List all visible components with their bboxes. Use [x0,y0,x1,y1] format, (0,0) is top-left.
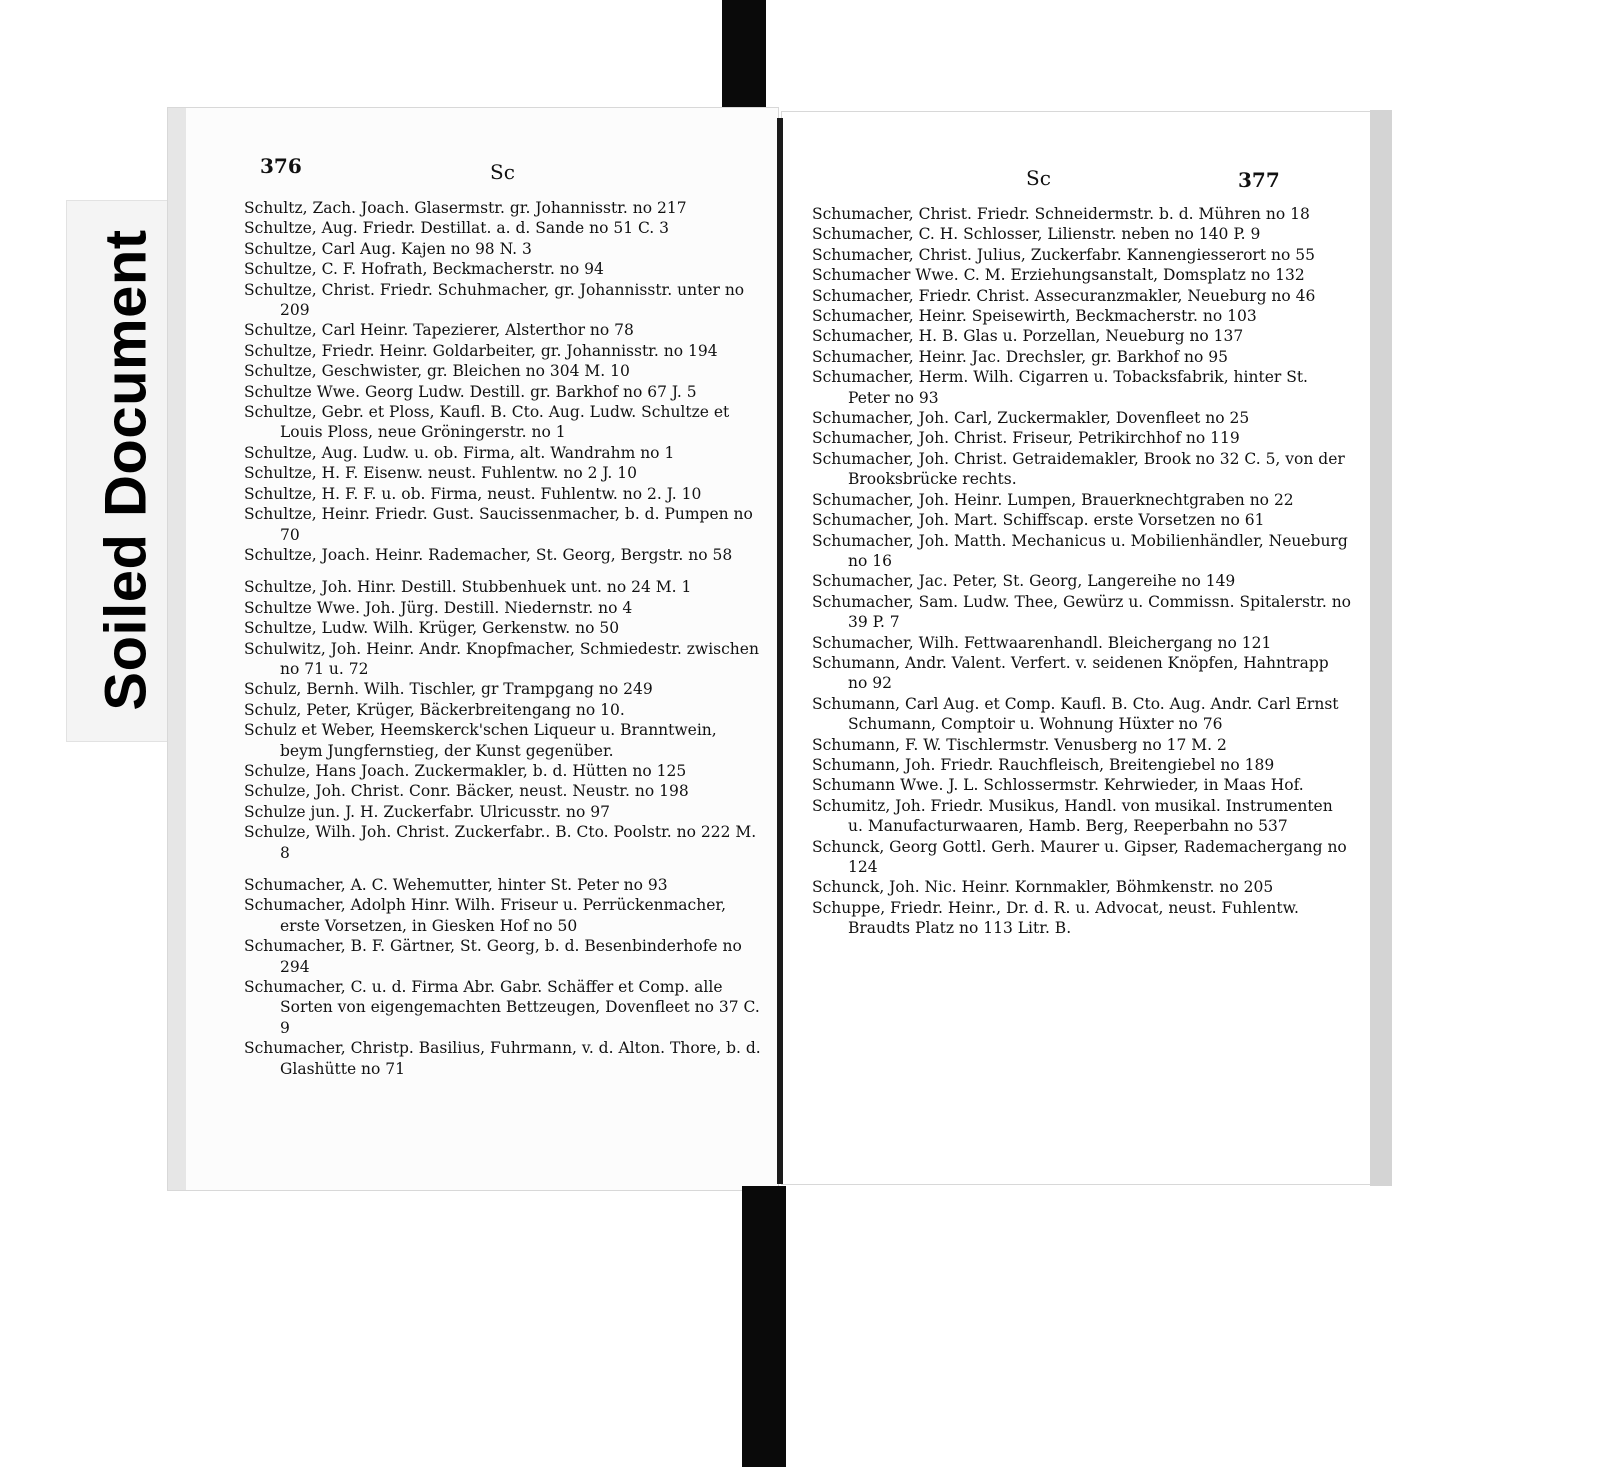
directory-entry: Schumacher Wwe. C. M. Erziehungsanstalt, Domsplatz no 132 [812,266,1305,285]
directory-entry: Schumacher, H. B. Glas u. Porzellan, Neueburg no 137 [812,327,1244,346]
directory-entry: Schultze, Joach. Heinr. Rademacher, St. Georg, Bergstr. no 58 [244,545,733,564]
directory-entry: Schumacher, C. u. d. Firma Abr. Gabr. Schäffer et Comp. alle Sorten von eigengemachten Bettzeugen, Dovenfleet no 37 C. 9 [244,978,760,1037]
right-page-edge [1370,110,1392,1186]
directory-entry: Schumacher, Christ. Friedr. Schneidermstr. b. d. Mühren no 18 [812,205,1310,223]
directory-entry: Schultze, H. F. Eisenw. neust. Fuhlentw. no 2 J. 10 [244,464,638,483]
directory-entry: Schumacher, A. C. Wehemutter, hinter St. Peter no 93 [244,876,668,894]
directory-entry: Schumacher, Joh. Mart. Schiffscap. erste Vorsetzen no 61 [812,511,1265,530]
soiled-document-stamp: Soiled Document [93,229,159,711]
directory-entry: Schumann Wwe. J. L. Schlossermstr. Kehrwieder, in Maas Hof. [812,776,1304,795]
directory-entry: Schulz, Bernh. Wilh. Tischler, gr Trampgang no 249 [244,680,653,699]
right-page [782,112,1388,1184]
directory-entry: Schultze, Carl Aug. Kajen no 98 N. 3 [244,239,532,258]
directory-entry: Schulze, Hans Joach. Zuckermakler, b. d. Hütten no 125 [244,761,687,780]
bookmark-ribbon-bottom [742,1186,786,1467]
directory-entry: Schumacher, Joh. Christ. Friseur, Petrikirchhof no 119 [812,429,1240,448]
directory-entry: Schultze Wwe. Georg Ludw. Destill. gr. Barkhof no 67 J. 5 [244,382,697,401]
directory-entry: Schulz et Weber, Heemskerck'schen Liqueur u. Branntwein, beym Jungfernstieg, der Kunst gegenüber. [244,721,717,760]
directory-entry: Schumacher, Wilh. Fettwaarenhandl. Bleichergang no 121 [812,633,1272,652]
right-page-header: Sc [1026,166,1051,190]
directory-entry: Schulze jun. J. H. Zuckerfabr. Ulricusstr. no 97 [244,802,610,821]
directory-entry: Schultze, Ludw. Wilh. Krüger, Gerkenstw. no 50 [244,619,620,638]
directory-entry: Schumacher, C. H. Schlosser, Lilienstr. neben no 140 P. 9 [812,225,1261,244]
directory-entry: Schulz, Peter, Krüger, Bäckerbreitengang no 10. [244,700,625,719]
directory-entry: Schultze, Christ. Friedr. Schuhmacher, gr. Johannisstr. unter no 209 [244,280,745,320]
directory-entry: Schultze, Friedr. Heinr. Goldarbeiter, gr. Johannisstr. no 194 [244,341,718,360]
bookmark-ribbon-top [722,0,766,120]
left-page-header: Sc [490,160,515,184]
directory-entry: Schumitz, Joh. Friedr. Musikus, Handl. von musikal. Instrumenten u. Manufacturwaaren, Hamb. Berg, Reeperbahn no 537 [812,796,1333,836]
directory-entry: Schumacher, Adolph Hinr. Wilh. Friseur u. Perrückenmacher, erste Vorsetzen, in Giesken Hof no 50 [244,896,727,935]
directory-entry: Schumacher, Herm. Wilh. Cigarren u. Tobacksfabrik, hinter St. Peter no 93 [812,368,1308,407]
right-page-number: 377 [1238,168,1280,192]
directory-entry: Schultze, Aug. Ludw. u. ob. Firma, alt. Wandrahm no 1 [244,443,675,462]
directory-entry: Schunck, Joh. Nic. Heinr. Kornmakler, Böhmkenstr. no 205 [812,878,1274,897]
directory-entry: Schultze, H. F. F. u. ob. Firma, neust. Fuhlentw. no 2. J. 10 [244,484,702,503]
directory-entry: Schultze, Heinr. Friedr. Gust. Saucissenmacher, b. d. Pumpen no 70 [244,505,753,544]
directory-entry: Schultze, Aug. Friedr. Destillat. a. d. Sande no 51 C. 3 [244,219,670,238]
directory-entry: Schumacher, Heinr. Speisewirth, Beckmacherstr. no 103 [812,307,1257,326]
left-page-edge [168,108,186,1190]
directory-entry: Schultze, C. F. Hofrath, Beckmacherstr. no 94 [244,260,604,279]
directory-entry: Schultze Wwe. Joh. Jürg. Destill. Niedernstr. no 4 [244,598,633,617]
left-page-number: 376 [260,154,302,178]
directory-entry: Schulze, Joh. Christ. Conr. Bäcker, neust. Neustr. no 198 [244,782,689,801]
directory-entry: Schumacher, Joh. Carl, Zuckermakler, Dovenfleet no 25 [812,409,1250,428]
directory-entry: Schumacher, Christp. Basilius, Fuhrmann, v. d. Alton. Thore, b. d. Glashütte no 71 [244,1039,761,1078]
directory-entry: Schumacher, Joh. Matth. Mechanicus u. Mobilienhändler, Neueburg no 16 [812,531,1348,570]
directory-entry: Schulwitz, Joh. Heinr. Andr. Knopfmacher, Schmiedestr. zwischen no 71 u. 72 [244,639,759,678]
directory-entry: Schumacher, Friedr. Christ. Assecuranzmakler, Neueburg no 46 [812,286,1316,305]
directory-entry: Schultze, Gebr. et Ploss, Kaufl. B. Cto. Aug. Ludw. Schultze et Louis Ploss, neue Gröningerstr. no 1 [244,403,730,442]
book-gutter [777,118,783,1184]
directory-entry: Schunck, Georg Gottl. Gerh. Maurer u. Gipser, Rademachergang no 124 [812,837,1347,876]
directory-entry: Schumacher, Jac. Peter, St. Georg, Langereihe no 149 [812,572,1236,591]
directory-entry: Schumann, Andr. Valent. Verfert. v. seidenen Knöpfen, Hahntrapp no 92 [812,653,1329,693]
directory-entry: Schultz, Zach. Joach. Glasermstr. gr. Johannisstr. no 217 [244,199,687,217]
directory-entry: Schumacher, Joh. Heinr. Lumpen, Brauerknechtgraben no 22 [812,490,1294,509]
right-entry-list [812,204,1352,939]
directory-entry: Schuppe, Friedr. Heinr., Dr. d. R. u. Advocat, neust. Fuhlentw. Braudts Platz no 113 Litr. B. [812,898,1299,938]
directory-entry: Schumann, F. W. Tischlermstr. Venusberg no 17 M. 2 [812,735,1227,754]
directory-entry: Schumacher, Sam. Ludw. Thee, Gewürz u. Commissn. Spitalerstr. no 39 P. 7 [812,592,1352,632]
directory-entry: Schumacher, Christ. Julius, Zuckerfabr. Kannengiesserort no 55 [812,245,1315,264]
directory-entry: Schulze, Wilh. Joh. Christ. Zuckerfabr.. B. Cto. Poolstr. no 222 M. 8 [244,823,757,862]
directory-entry: Schultze, Geschwister, gr. Bleichen no 304 M. 10 [244,362,630,381]
directory-entry: Schumacher, Joh. Christ. Getraidemakler, Brook no 32 C. 5, von der Brooksbrücke rechts. [812,449,1345,489]
directory-entry: Schumacher, Heinr. Jac. Drechsler, gr. Barkhof no 95 [812,347,1228,366]
directory-entry: Schumacher, B. F. Gärtner, St. Georg, b. d. Besenbinderhofe no 294 [244,937,742,976]
directory-entry: Schumann, Carl Aug. et Comp. Kaufl. B. Cto. Aug. Andr. Carl Ernst Schumann, Comptoir u. Wohnung Hüxter no 76 [812,694,1339,734]
left-page [168,108,778,1190]
directory-entry: Schultze, Carl Heinr. Tapezierer, Alsterthor no 78 [244,321,634,340]
directory-entry: Schumann, Joh. Friedr. Rauchfleisch, Breitengiebel no 189 [812,755,1275,774]
directory-entry: Schultze, Joh. Hinr. Destill. Stubbenhuek unt. no 24 M. 1 [244,578,692,597]
left-entry-list [244,198,764,1079]
